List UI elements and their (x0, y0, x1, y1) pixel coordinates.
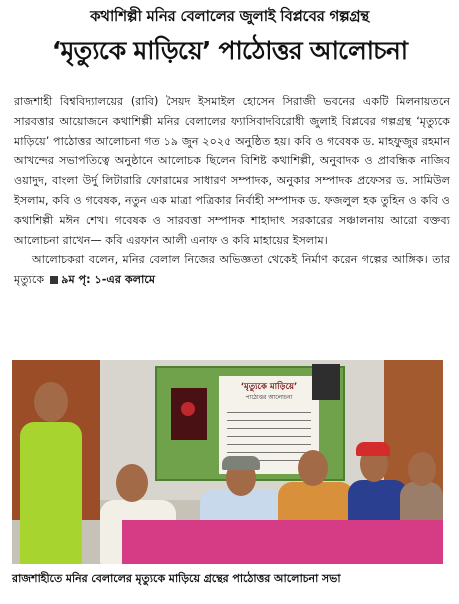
speaker-figure (20, 422, 82, 564)
article-headline: ‘মৃত্যুকে মাড়িয়ে’ পাঠোত্তর আলোচনা (51, 36, 408, 65)
cap-icon (356, 442, 390, 456)
author-portrait (312, 364, 340, 400)
book-cover-image (171, 388, 207, 440)
guest-head (116, 464, 148, 502)
paragraph-text: আলোচকরা বলেন, মনির বেলাল নিজের অভিজ্ঞতা থেকেই নির্মাণ করেন গল্পের আঙ্গিক। তার মৃত্যুকে (14, 253, 450, 287)
guest-head (408, 452, 436, 486)
article-paragraph: রাজশাহী বিশ্ববিদ্যালয়ের (রাবি) সৈয়দ ইসমাইল হোসেন সিরাজী ভবনের একটি মিলনায়তনে সারবত্তার আয়োজনে কথাশিল্পী মনির বেলালের ফ্যাসিবাদবিরোধী জুলাই বিপ্লবের গল্পগ্রন্থ ‘মৃত্যুকে মাড়িয়ে’ পাঠোত্তর আলোচনা গত ১৯ জুন ২০২৫ অনুষ্ঠিত হয়। কবি ও গবেষক ড. মাহফুজুর রহমান আখন্দের সভাপতিত্বে অনুষ্ঠানে আলোচক ছিলেন বিশিষ্ট কথাশিল্পী, অনুবাদক ও প্রাবন্ধিক নাজিব ওয়াদুদ, বাংলা উর্দু লিটারারি ফোরামের সাধারণ সম্পাদক, অনুকার সম্পাদক প্রফেসর ড. সামিউল ইসলাম, কবি ও গবেষক, নতুন এক মাত্রা পত্রিকার নির্বাহী সম্পাদক ড. ফজলুল হক তুহিন ও কবি ও কথাশিল্পী মঈন শেখ। গবেষক ও সারবত্তা সম্পাদক শাহাদাৎ সরকারের সঞ্চালনায় আরো বক্তব্য আলোচনা রাখেন— কবি এরফান আলী এনাফ ও কবি মাহায়ের ইসলাম। (14, 95, 450, 247)
guest-head (298, 450, 328, 486)
banner-title: ‘মৃত্যুকে মাড়িয়ে’ (240, 382, 298, 392)
speaker-head (34, 382, 68, 422)
square-bullet-icon (50, 276, 58, 284)
article-paragraph (14, 250, 450, 290)
continued-jump (44, 273, 155, 286)
jump-label: ৯ম পৃ: ১-এর কলামে (61, 273, 156, 287)
article-body (14, 92, 450, 290)
pink-table (122, 520, 443, 564)
banner-subtitle: পাঠোত্তর আলোচনা (245, 394, 293, 401)
cap-icon (222, 456, 260, 470)
photo-caption: রাজশাহীতে মনির বেলালের মৃত্যুকে মাড়িয়ে গ্রন্থের পাঠোত্তর আলোচনা সভা (12, 572, 341, 585)
article-kicker: কথাশিল্পী মনির বেলালের জুলাই বিপ্লবের গল্পগ্রন্থ (90, 7, 369, 25)
event-photo (12, 360, 443, 564)
